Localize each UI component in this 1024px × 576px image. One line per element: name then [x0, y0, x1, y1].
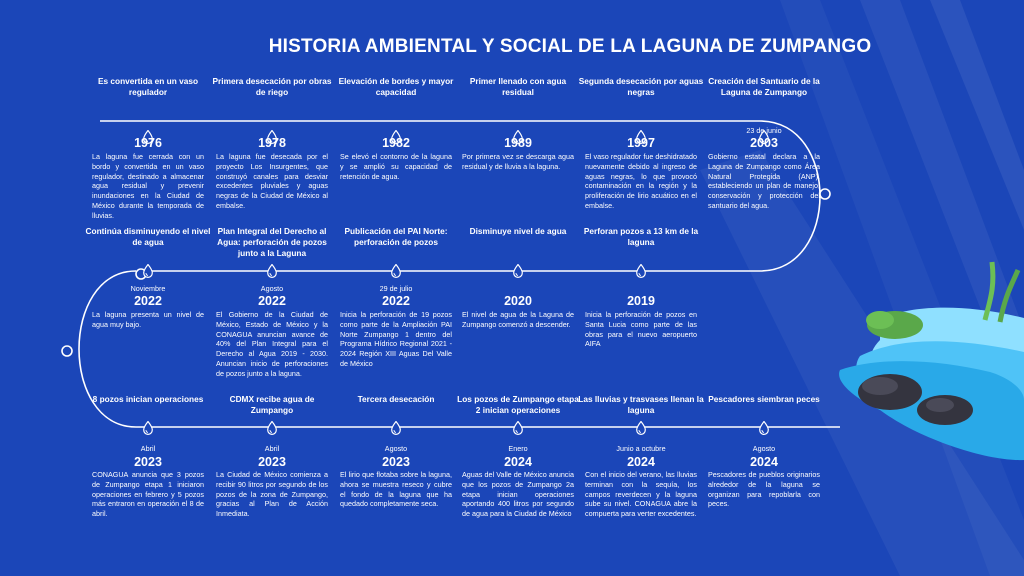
event-year: 1978	[258, 136, 286, 150]
event-description: Se elevó el contorno de la laguna y se amplió su capacidad de retención de agua.	[340, 152, 452, 181]
event-year: 2022	[258, 294, 286, 308]
event-heading: Segunda desecación por aguas negras	[578, 76, 704, 97]
event-description: Pescadores de pueblos originarios alrededor de la laguna se organizan para repoblarla con peces.	[708, 470, 820, 509]
page-title: HISTORIA AMBIENTAL Y SOCIAL DE LA LAGUNA DE ZUMPANGO	[268, 36, 872, 57]
water-drop-icon	[267, 264, 277, 278]
water-drop-icon	[143, 264, 153, 278]
event-year: 2023	[134, 455, 162, 469]
event-date: 29 de julio	[379, 284, 413, 293]
event-date: Abril	[140, 444, 156, 453]
event-date: Agosto	[260, 284, 284, 293]
water-drop-icon	[391, 421, 401, 435]
water-drop-icon	[143, 421, 153, 435]
event-year: 2003	[750, 136, 778, 150]
event-heading: CDMX recibe agua de Zumpango	[229, 394, 315, 415]
water-drop-icon	[513, 264, 523, 278]
event-description: La laguna presenta un nivel de agua muy bajo.	[92, 310, 204, 329]
event-description: CONAGUA anuncia que 3 pozos de Zumpango etapa 1 iniciaron operaciones en febrero y 5 pozos más entraron en operación el 8 de abril.	[92, 470, 204, 519]
event-heading: Continúa disminuyendo el nivel de agua	[85, 226, 211, 247]
water-drop-icon	[636, 264, 646, 278]
event-heading: Las lluvias y trasvases llenan la laguna	[578, 394, 704, 415]
event-date: Noviembre	[130, 284, 166, 293]
event-description: Aguas del Valle de México anuncia que los pozos de Zumpango 2a etapa inician operaciones aportando 400 litros por segundo de agua para la Ciudad de México	[462, 470, 574, 519]
event-description: El Gobierno de la Ciudad de México, Estado de México y la CONAGUA anuncian avance de 40% del Plan Integral para el Derecho al Agua 2019 - 2030. Anuncian inicio de perforaciones de pozos junto a la laguna.	[216, 310, 328, 378]
event-year: 2024	[504, 455, 532, 469]
event-description: Por primera vez se descarga agua residual y de lluvia a la laguna.	[462, 152, 574, 171]
event-description: Gobierno estatal declara a la Laguna de Zumpango como Área Natural Protegida (ANP), estableciendo un plan de manejo, conservación y protección del santuario del agua.	[708, 152, 820, 210]
event-description: La laguna fue cerrada con un bordo y convertida en un vaso regulador, destinado a almacenar agua residual y prevenir inundaciones en la Ciudad de México durante la temporada de lluvias.	[92, 152, 204, 220]
event-description: Inicia la perforación de 19 pozos como parte de la Ampliación PAI Norte Zumpango 1 dentro del Programa Hídrico Regional 2021 - 2024 Región XIII Aguas Del Valle de México	[340, 310, 452, 368]
event-year: 2023	[382, 455, 410, 469]
event-heading: Tercera desecación	[357, 394, 435, 404]
event-date: 23 de junio	[746, 126, 782, 135]
event-heading: Primera desecación por obras de riego	[212, 76, 332, 97]
event-heading: Los pozos de Zumpango etapa 2 inician operaciones	[457, 394, 579, 415]
event-description: Con el inicio del verano, las lluvias terminan con la sequía, los campos reverdecen y la laguna sube su nivel. CONAGUA abre la compuerta para verter excedentes.	[585, 470, 697, 519]
event-date: Enero	[508, 444, 528, 453]
event-heading: Pescadores siembran peces	[708, 394, 820, 404]
event-year: 1976	[134, 136, 162, 150]
event-heading: Plan Integral del Derecho al Agua: perforación de pozos junto a la Laguna	[217, 226, 327, 258]
event-year: 2019	[627, 294, 655, 308]
event-year: 2024	[627, 455, 655, 469]
event-date: Junio a octubre	[616, 444, 666, 453]
event-year: 2024	[750, 455, 778, 469]
event-heading: Elevación de bordes y mayor capacidad	[338, 76, 454, 97]
timeline-node	[820, 189, 830, 199]
event-year: 2022	[382, 294, 410, 308]
water-drop-icon	[267, 421, 277, 435]
event-year: 2023	[258, 455, 286, 469]
event-heading: 8 pozos inician operaciones	[92, 394, 204, 404]
water-drop-icon	[636, 421, 646, 435]
event-year: 2022	[134, 294, 162, 308]
event-description: La Ciudad de México comienza a recibir 90 litros por segundo de los pozos de la zona de Zumpango, gracias al Plan de Acción Inmediata.	[216, 470, 328, 519]
event-heading: Primer llenado con agua residual	[469, 76, 567, 97]
event-year: 1997	[627, 136, 655, 150]
event-heading: Perforan pozos a 13 km de la laguna	[583, 226, 699, 247]
event-heading: Publicación del PAI Norte: perforación de pozos	[344, 226, 448, 247]
event-year: 1982	[382, 136, 410, 150]
timeline-node	[62, 346, 72, 356]
event-description: El nivel de agua de la Laguna de Zumpango comenzó a descender.	[462, 310, 574, 329]
event-year: 2020	[504, 294, 532, 308]
event-date: Abril	[264, 444, 280, 453]
event-date: Agosto	[752, 444, 776, 453]
event-description: Inicia la perforación de pozos en Santa Lucia como parte de las obras para el nuevo aeropuerto AIFA	[585, 310, 697, 349]
event-description: El vaso regulador fue deshidratado nuevamente debido al ingreso de aguas negras, lo que provocó contaminación en la región y la proliferación de lirio acuático en el embalse.	[585, 152, 697, 210]
event-description: La laguna fue desecada por el proyecto Los Insurgentes, que construyó canales para desviar excedentes pluviales y aguas negras de la Ciudad de México al embalse.	[216, 152, 328, 210]
event-description: El lirio que flotaba sobre la laguna, ahora se muestra reseco y cubre el fondo de la laguna que ha quedado completamente seca.	[340, 470, 452, 509]
event-year: 1989	[504, 136, 532, 150]
water-drop-icon	[759, 421, 769, 435]
waterfall-illustration	[839, 262, 1024, 460]
event-heading: Creación del Santuario de la Laguna de Zumpango	[708, 76, 820, 97]
water-drop-icon	[391, 264, 401, 278]
event-heading: Es convertida en un vaso regulador	[97, 76, 199, 97]
water-drop-icon	[513, 421, 523, 435]
event-date: Agosto	[384, 444, 408, 453]
event-heading: Disminuye nivel de agua	[469, 226, 567, 236]
